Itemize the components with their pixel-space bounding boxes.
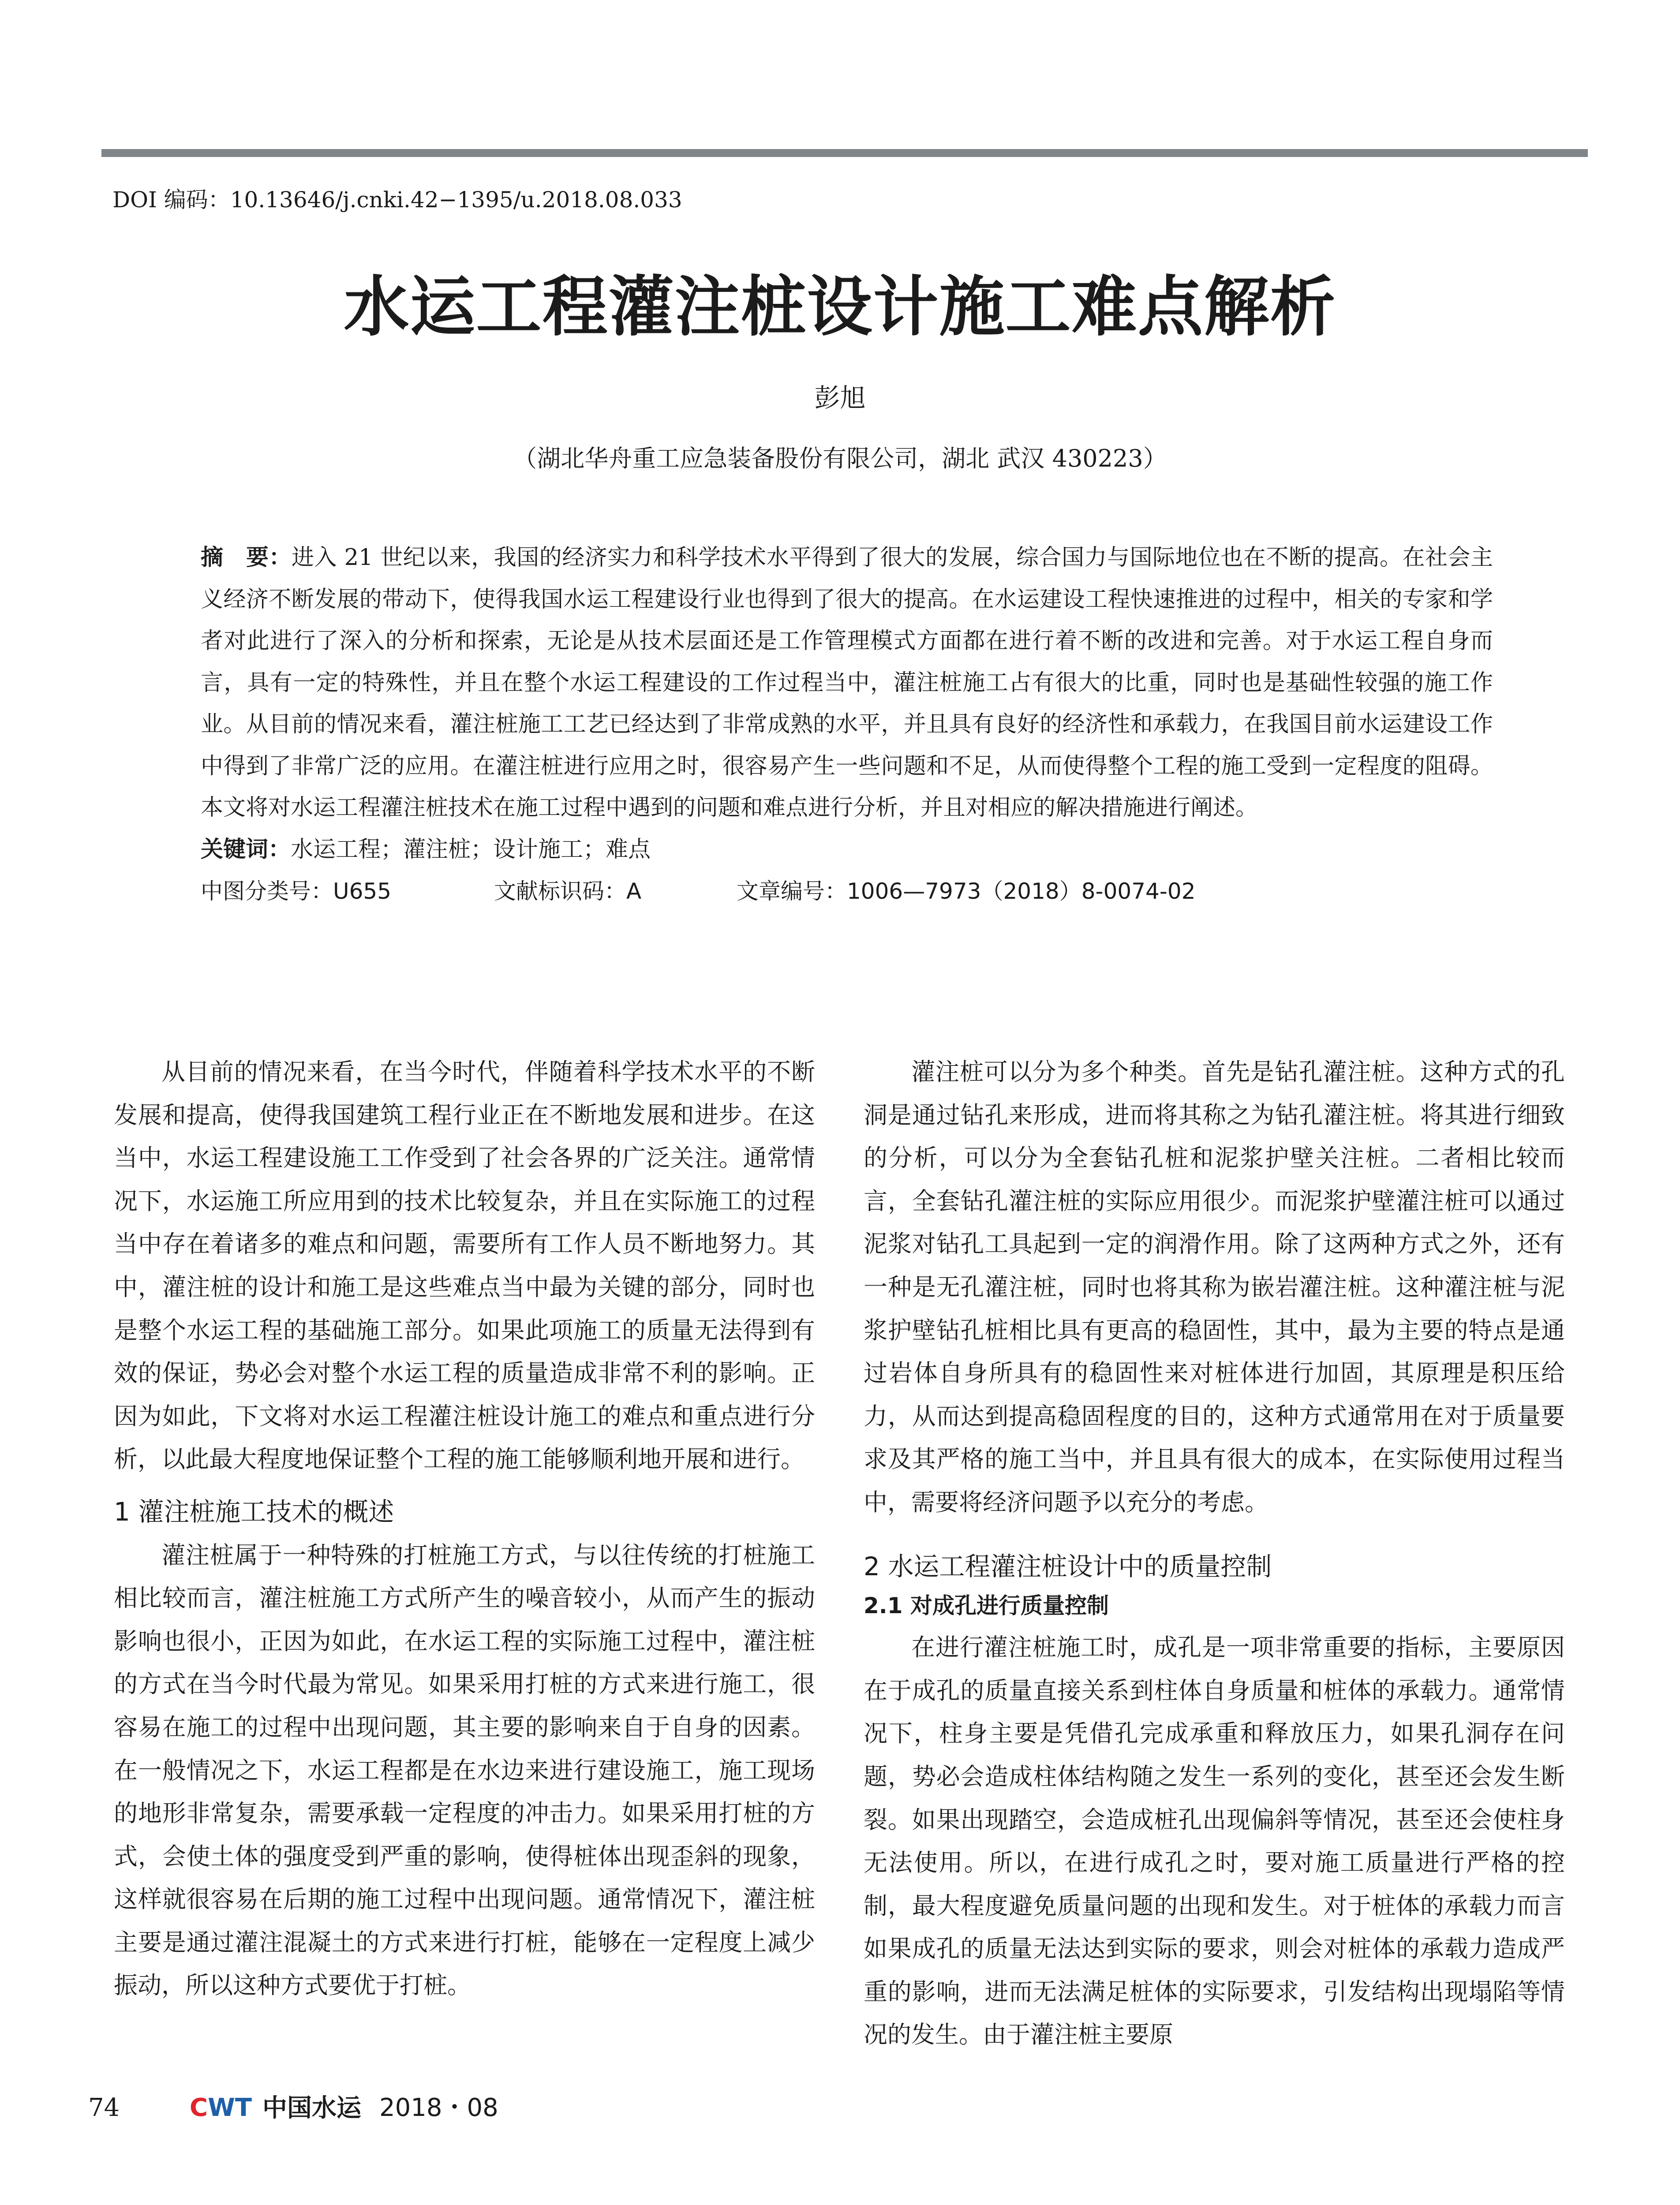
author-name: 彭旭 bbox=[814, 383, 866, 413]
page-number: 74 bbox=[88, 2093, 120, 2122]
logo-letter-w: W bbox=[208, 2093, 235, 2122]
keywords-label: 关键词： bbox=[201, 836, 291, 863]
body-paragraph: 在进行灌注桩施工时，成孔是一项非常重要的指标，主要原因在于成孔的质量直接关系到柱体自身质量和桩体的承载力。通常情况下，柱身主要是凭借孔完成承重和释放压力，如果孔洞存在问题，势必会造成柱体结构随之发生一系列的变化，甚至还会发生断裂。如果出现踏空，会造成桩孔出现偏斜等情况，甚至还会使柱身无法使用。所以，在进行成孔之时，要对施工质量进行严格的控制，最大程度避免质量问题的出现和发生。对于桩体的承载力而言如果成孔的质量无法达到实际的要求，则会对桩体的承载力造成严重的影响，进而无法满足桩体的实际要求，引发结构出现塌陷等情况的发生。由于灌注桩主要原 bbox=[864, 1633, 1565, 2049]
abstract-block bbox=[201, 537, 1493, 912]
journal-logo bbox=[190, 2086, 252, 2130]
section-heading-1: 1 灌注桩施工技术的概述 bbox=[114, 1496, 394, 1527]
keywords bbox=[201, 829, 1493, 871]
journal-name: 中国水运 bbox=[262, 2093, 361, 2123]
abstract-label: 摘 要： bbox=[201, 545, 292, 571]
article-title: 水运工程灌注桩设计施工难点解析 bbox=[344, 268, 1336, 345]
logo-letter-t: T bbox=[235, 2093, 252, 2122]
header-rule bbox=[101, 149, 1588, 157]
logo-letter-c: C bbox=[190, 2093, 208, 2122]
author-affiliation: （湖北华舟重工应急装备股份有限公司，湖北 武汉 430223） bbox=[513, 445, 1167, 472]
abstract-text: 进入 21 世纪以来，我国的经济实力和科学技术水平得到了很大的发展，综合国力与国际地位也在不断的提高。在社会主义经济不断发展的带动下，使得我国水运工程建设行业也得到了很大的提高。在水运建设工程快速推进的过程中，相关的专家和学者对此进行了深入的分析和探索，无论是从技术层面还是工作管理模式方面都在进行着不断的改进和完善。对于水运工程自身而言，具有一定的特殊性，并且在整个水运工程建设的工作过程当中，灌注桩施工占有很大的比重，同时也是基础性较强的施工作业。从目前的情况来看，灌注桩施工工艺已经达到了非常成熟的水平，并且具有良好的经济性和承载力，在我国目前水运建设工作中得到了非常广泛的应用。在灌注桩进行应用之时，很容易产生一些问题和不足，从而使得整个工程的施工受到一定程度的阻碍。本文将对水运工程灌注桩技术在施工过程中遇到的问题和难点进行分析，并且对相应的解决措施进行阐述。 bbox=[201, 545, 1493, 821]
issue-number: 2018・08 bbox=[379, 2093, 498, 2122]
classification-row bbox=[201, 871, 1493, 912]
section-heading-2: 2 水运工程灌注桩设计中的质量控制 bbox=[864, 1551, 1272, 1581]
body-paragraph: 灌注桩可以分为多个种类。首先是钻孔灌注桩。这种方式的孔洞是通过钻孔来形成，进而将其称之为钻孔灌注桩。将其进行细致的分析，可以分为全套钻孔桩和泥浆护壁关注桩。二者相比较而言，全套钻孔灌注桩的实际应用很少。而泥浆护壁灌注桩可以通过泥浆对钻孔工具起到一定的润滑作用。除了这两种方式之外，还有一种是无孔灌注桩，同时也将其称为嵌岩灌注桩。这种灌注桩与泥浆护壁钻孔桩相比具有更高的稳固性，其中，最为主要的特点是通过岩体自身所具有的稳固性来对桩体进行加固，其原理是积压给力，从而达到提高稳固程度的目的，这种方式通常用在对于质量要求及其严格的施工当中，并且具有很大的成本，在实际使用过程当中，需要将经济问题予以充分的考虑。 bbox=[864, 1058, 1565, 1516]
body-column-left bbox=[114, 1050, 815, 2007]
body-paragraph: 从目前的情况来看，在当今时代，伴随着科学技术水平的不断发展和提高，使得我国建筑工程行业正在不断地发展和进步。在这当中，水运工程建设施工工作受到了社会各界的广泛关注。通常情况下，水运施工所应用到的技术比较复杂，并且在实际施工的过程当中存在着诸多的难点和问题，需要所有工作人员不断地努力。其中，灌注桩的设计和施工是这些难点当中最为关键的部分，同时也是整个水运工程的基础施工部分。如果此项施工的质量无法得到有效的保证，势必会对整个水运工程的质量造成非常不利的影响。正因为如此，下文将对水运工程灌注桩设计施工的难点和重点进行分析，以此最大程度地保证整个工程的施工能够顺利地开展和进行。 bbox=[114, 1058, 815, 1473]
abstract bbox=[201, 537, 1493, 829]
clc-number: 中图分类号：U655 bbox=[201, 878, 392, 904]
keywords-text: 水运工程；灌注桩；设计施工；难点 bbox=[291, 836, 651, 863]
body-column-right bbox=[864, 1050, 1565, 2056]
body-paragraph: 灌注桩属于一种特殊的打桩施工方式，与以往传统的打桩施工相比较而言，灌注桩施工方式所产生的噪音较小，从而产生的振动影响也很小，正因为如此，在水运工程的实际施工过程中，灌注桩的方式在当今时代最为常见。如果采用打桩的方式来进行施工，很容易在施工的过程中出现问题，其主要的影响来自于自身的因素。在一般情况之下，水运工程都是在水边来进行建设施工，施工现场的地形非常复杂，需要承载一定程度的冲击力。如果采用打桩的方式，会使土体的强度受到严重的影响，使得桩体出现歪斜的现象，这样就很容易在后期的施工过程中出现问题。通常情况下，灌注桩主要是通过灌注混凝土的方式来进行打桩，能够在一定程度上减少振动，所以这种方式要优于打桩。 bbox=[114, 1541, 815, 1999]
article-number: 文章编号：1006—7973（2018）8-0074-02 bbox=[737, 878, 1196, 904]
subsection-heading-2-1: 2.1 对成孔进行质量控制 bbox=[864, 1593, 1109, 1619]
doi-line: DOI 编码：10.13646/j.cnki.42−1395/u.2018.08.033 bbox=[112, 187, 682, 213]
document-code: 文献标识码：A bbox=[494, 878, 642, 904]
